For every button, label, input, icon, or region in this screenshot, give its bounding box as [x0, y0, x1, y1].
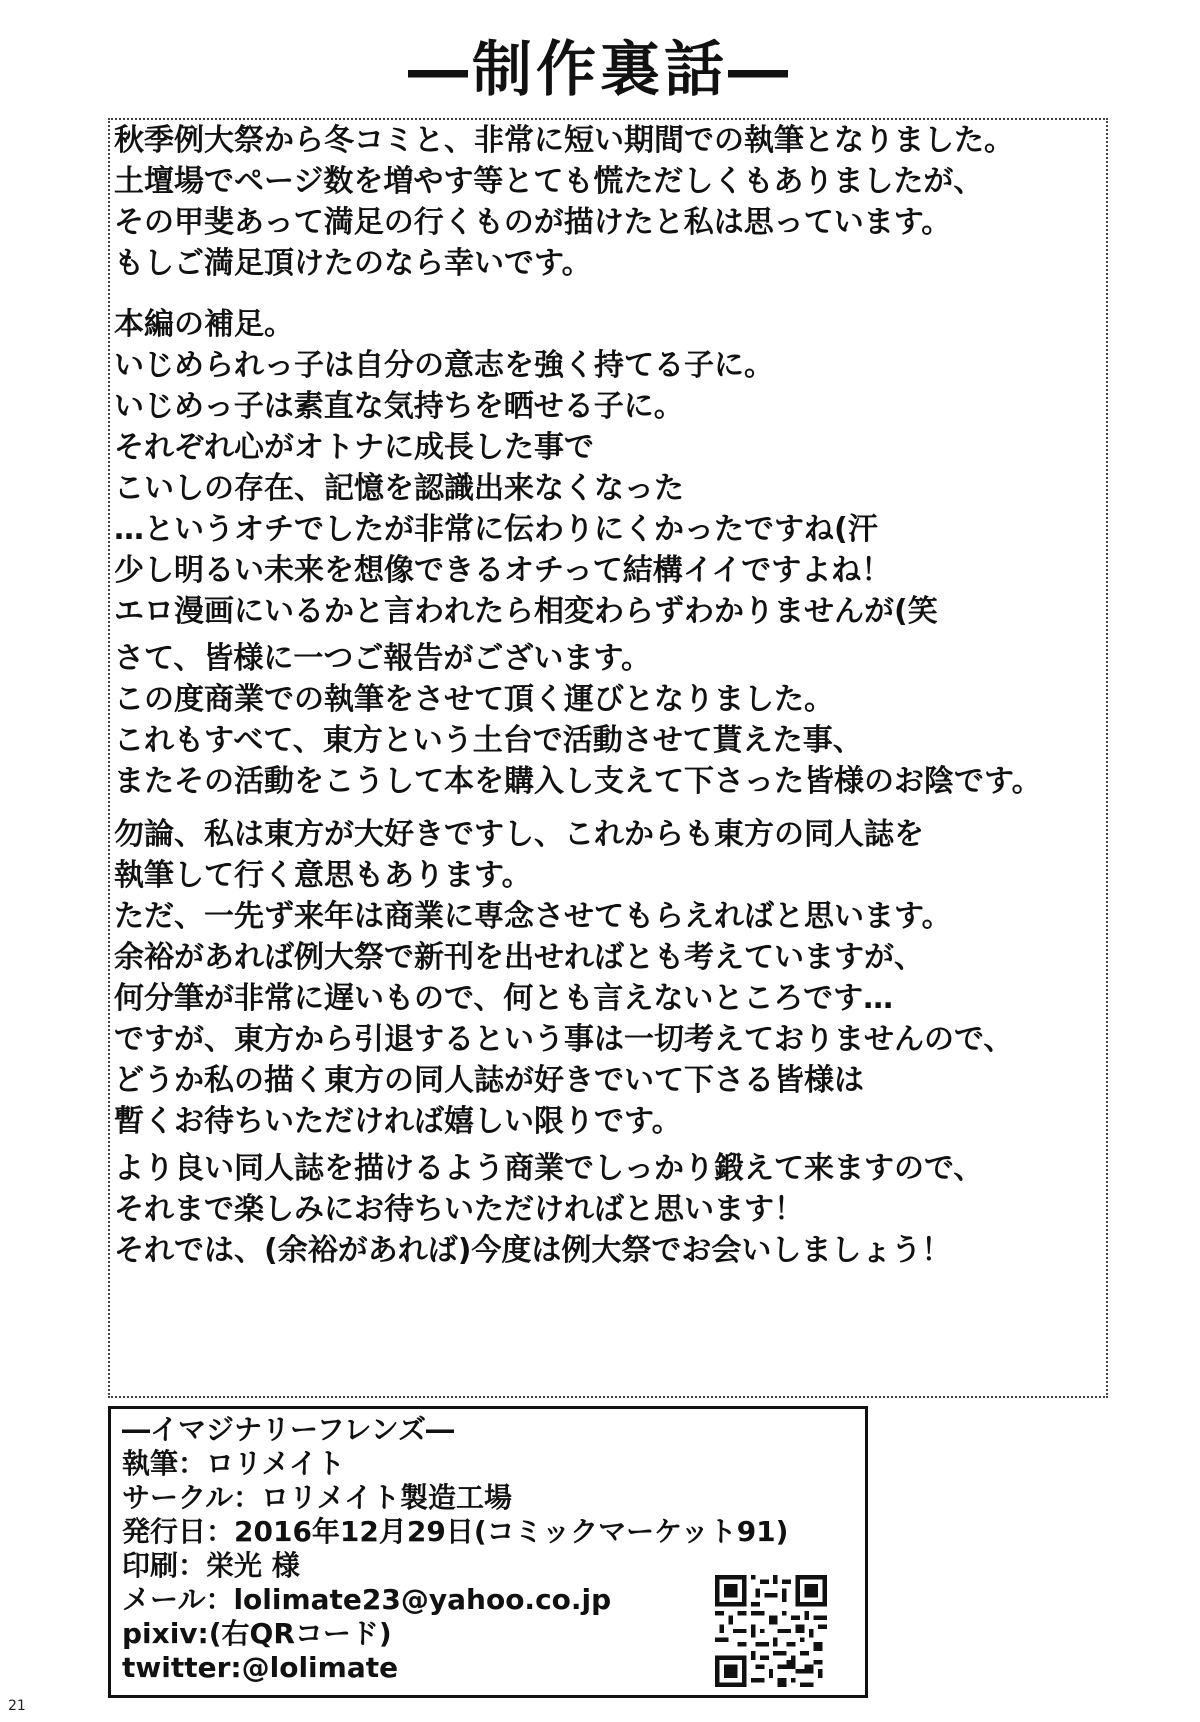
paragraph-closing	[114, 1148, 983, 1271]
text-line: …というオチでしたが非常に伝わりにくかったですね(汗	[114, 512, 878, 547]
twitter-line: twitter:@lolimate	[122, 1651, 399, 1684]
text-line: より良い同人誌を描けるよう商業でしっかり鍛えて来ますので、	[114, 1151, 984, 1186]
paragraph-supplement	[114, 304, 938, 632]
text-line: 暫くお待ちいただければ嬉しい限りです。	[114, 1104, 682, 1139]
text-line: それぞれ心がオトナに成長した事で	[114, 430, 594, 465]
paragraph-future	[114, 814, 1013, 1142]
text-line: 余裕があれば例大祭で新刊を出せればとも考えていますが、	[114, 940, 924, 975]
qr-code-icon	[715, 1575, 827, 1687]
page-title: ―制作裏話―	[408, 35, 792, 105]
text-line: ですが、東方から引退するという事は一切考えておりませんので、	[114, 1022, 1014, 1057]
page-number: 21	[8, 1698, 26, 1714]
text-line: こいしの存在、記憶を認識出来なくなった	[114, 471, 684, 506]
text-line: 土壇場でページ数を増やす等とても慌ただしくもありましたが、	[114, 164, 984, 199]
text-line: 執筆して行く意思もあります。	[114, 858, 532, 893]
text-line: いじめっ子は素直な気持ちを晒せる子に。	[114, 389, 684, 424]
author-line: 執筆：ロリメイト	[122, 1447, 345, 1480]
text-line: 勿論、私は東方が大好きですし、これからも東方の同人誌を	[114, 817, 924, 852]
text-line: ただ、一先ず来年は商業に専念させてもらえればと思います。	[114, 899, 952, 934]
printer-line: 印刷：栄光 様	[122, 1549, 300, 1582]
text-line: もしご満足頂けたのなら幸いです。	[114, 246, 592, 281]
text-line: どうか私の描く東方の同人誌が好きでいて下さる皆様は	[114, 1063, 864, 1098]
book-title: ―イマジナリーフレンズ―	[122, 1413, 454, 1446]
text-line: 秋季例大祭から冬コミと、非常に短い期間での執筆となりました。	[114, 123, 1014, 158]
date-line: 発行日：2016年12月29日(コミックマーケット91)	[122, 1515, 789, 1548]
text-line: 本編の補足。	[114, 307, 294, 342]
text-line: それでは、(余裕があれば)今度は例大祭でお会いしましょう！	[114, 1233, 952, 1268]
text-line: 少し明るい未来を想像できるオチって結構イイですよね！	[114, 553, 892, 588]
text-line: またその活動をこうして本を購入し支えて下さった皆様のお陰です。	[114, 764, 1042, 799]
paragraph-intro	[114, 120, 1014, 284]
text-line: この度商業での執筆をさせて頂く運びとなりました。	[114, 682, 834, 717]
circle-line: サークル：ロリメイト製造工場	[122, 1481, 513, 1514]
pixiv-line: pixiv:(右QRコード)	[122, 1617, 392, 1650]
mail-line: メール：lolimate23@yahoo.co.jp	[122, 1583, 612, 1616]
text-line: 何分筆が非常に遅いもので、何とも言えないところです…	[114, 981, 894, 1016]
text-line: その甲斐あって満足の行くものが描けたと私は思っています。	[114, 205, 952, 240]
text-line: これもすべて、東方という土台で活動させて貰えた事、	[114, 723, 863, 758]
text-line: それまで楽しみにお待ちいただければと思います！	[114, 1192, 804, 1227]
paragraph-announcement	[114, 638, 1042, 802]
text-line: さて、皆様に一つご報告がございます。	[114, 641, 651, 676]
text-line: いじめられっ子は自分の意志を強く持てる子に。	[114, 348, 774, 383]
text-line: エロ漫画にいるかと言われたら相変わらずわかりませんが(笑	[114, 594, 938, 629]
